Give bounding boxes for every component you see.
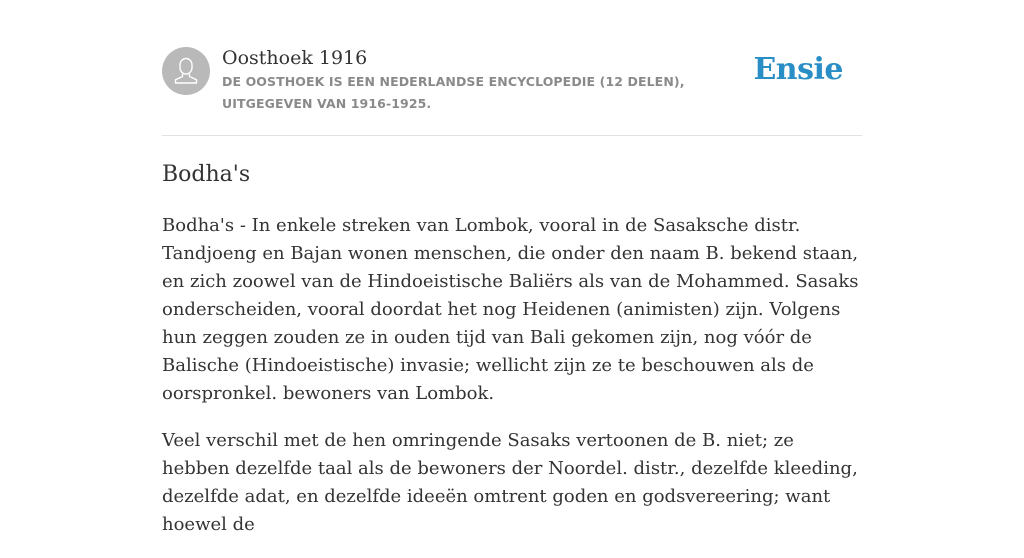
ensie-logo[interactable]: Ensie (753, 52, 843, 87)
user-icon (162, 47, 210, 95)
source-description: DE OOSTHOEK IS EEN NEDERLANDSE ENCYCLOPEDIE (12 DELEN), UITGEGEVEN VAN 1916-1925. (222, 74, 685, 111)
source-avatar[interactable] (162, 47, 210, 95)
page (162, 0, 862, 535)
source-name[interactable]: Oosthoek 1916 (222, 47, 368, 69)
article-title: Bodha's (162, 162, 251, 187)
source-info (222, 46, 762, 115)
article-paragraph: Veel verschil met de hen omringende Sasaks vertoonen de B. niet; ze hebben dezelfde taal als de bewoners der Noordel. distr., dezelfde kleeding, dezelfde adat, en dezelfde ideeën omtrent goden en godsvereering; want hoewel de (162, 430, 858, 535)
source-header (162, 0, 862, 136)
article-body (162, 212, 867, 558)
article-paragraph: Bodha's - In enkele streken van Lombok, vooral in de Sasaksche distr. Tandjoeng en Bajan wonen menschen, die onder den naam B. bekend staan, en zich zoowel van de Hindoeistische Baliërs als van de Mohammed. Sasaks onderscheiden, vooral doordat het nog Heidenen (animisten) zijn. Volgens hun zeggen zouden ze in ouden tijd van Bali gekomen zijn, nog vóór de Balische (Hindoeistische) invasie; wellicht zijn ze te beschouwen als de oorspronkel. bewoners van Lombok. (162, 215, 859, 404)
